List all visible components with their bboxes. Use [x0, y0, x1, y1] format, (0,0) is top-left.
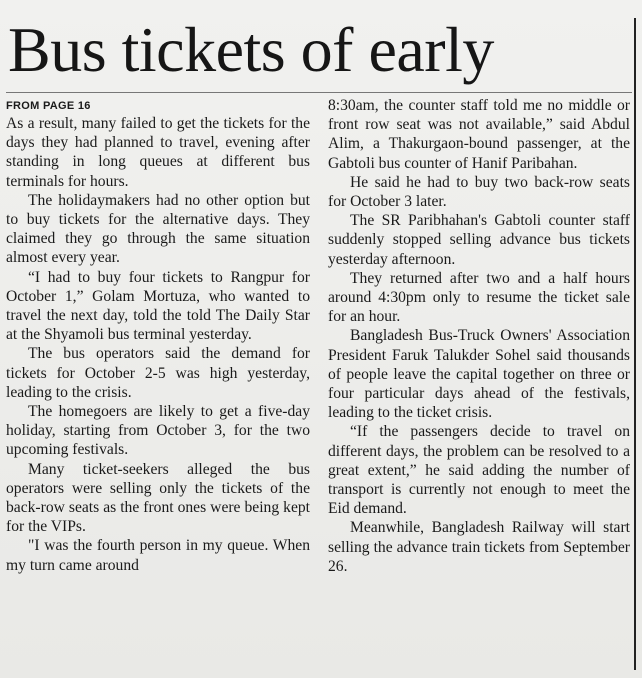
article-paragraph: The bus operators said the demand for tickets for October 2-5 was high yesterday, leading to the crisis.: [6, 345, 310, 401]
article-paragraph: "I was the fourth person in my queue. When my turn came around: [6, 537, 310, 574]
article-paragraph: He said he had to buy two back-row seats for October 3 later.: [328, 173, 630, 211]
article-paragraph: 8:30am, the counter staff told me no middle or front row seat was not available,” said Abdul Alim, a Thakurgaon-bound passenger, at the Gabtoli bus counter of Hanif Paribahan.: [328, 97, 630, 172]
article-paragraph: “If the passengers decide to travel on different days, the problem can be resolved to a great extent,” he said adding the number of transport is currently not enough to meet the Eid demand.: [328, 423, 630, 518]
article-paragraph: Many ticket-seekers alleged the bus operators were selling only the tickets of the back-row seats as the front ones were being kept for the VIPs.: [6, 460, 310, 536]
continuation-kicker: FROM PAGE 16: [6, 100, 91, 112]
article-paragraph: Bangladesh Bus-Truck Owners' Association President Faruk Talukder Sohel said thousands of people leave the capital together on three or four particular days ahead of the festivals, leading to the ticket crisis.: [328, 327, 630, 422]
article-paragraph: The SR Paribhahan's Gabtoli counter staff suddenly stopped selling advance bus tickets yesterday afternoon.: [328, 212, 630, 268]
left-column: [6, 96, 310, 575]
article-paragraph: They returned after two and a half hours around 4:30pm only to resume the ticket sale for an hour.: [328, 269, 630, 326]
headline-rule: [6, 92, 632, 93]
right-column: [328, 96, 630, 576]
article-paragraph: “I had to buy four tickets to Rangpur for October 1,” Golam Mortuza, who wanted to travel the next day, told the told The Daily Star at the Shyamoli bus terminal yesterday.: [6, 268, 310, 344]
article-paragraph: As a result, many failed to get the tickets for the days they had planned to travel, evening after standing in long queues at different bus terminals for hours.: [6, 115, 310, 190]
article-paragraph: Meanwhile, Bangladesh Railway will start selling the advance train tickets from September 26.: [328, 519, 630, 575]
article-paragraph: The homegoers are likely to get a five-day holiday, starting from October 3, for the two upcoming festivals.: [6, 403, 310, 459]
article-paragraph: The holidaymakers had no other option but to buy tickets for the alternative days. They claimed they go through the same situation almost every year.: [6, 191, 310, 267]
headline: Bus tickets of early: [8, 14, 494, 85]
clipping-edge-rule: [634, 18, 636, 670]
